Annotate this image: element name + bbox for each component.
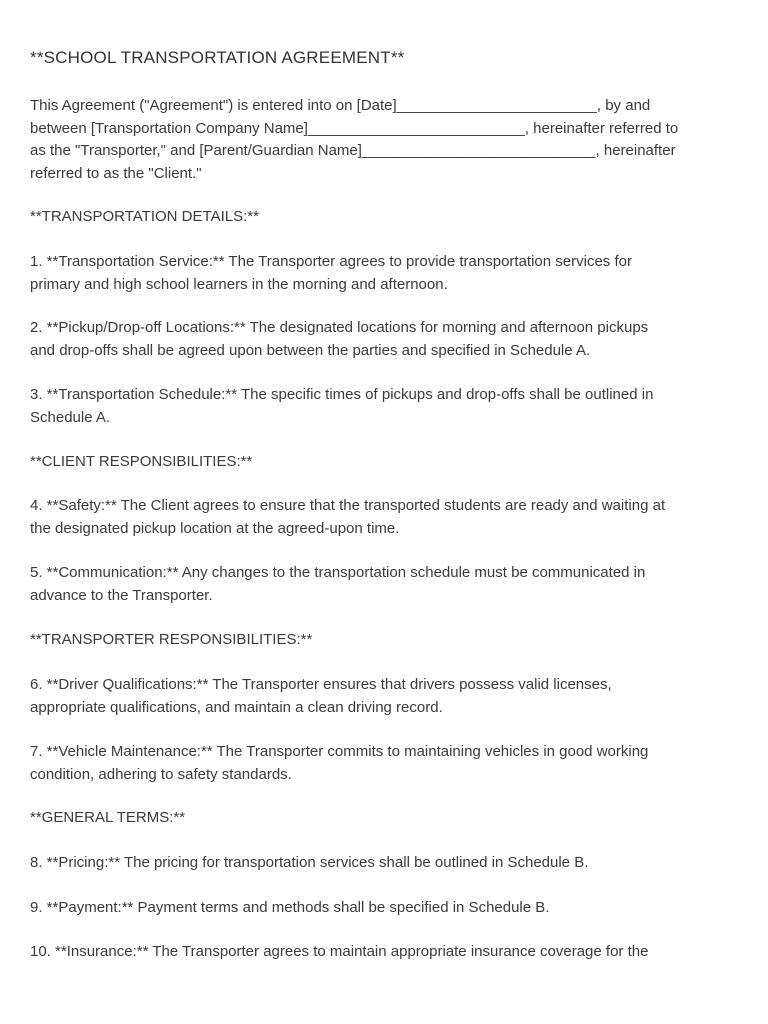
intro-line: between [Transportation Company Name]__________________________, hereinafter referred to	[30, 119, 679, 137]
section-heading-general-terms: **GENERAL TERMS:**	[30, 809, 186, 826]
clause-3	[30, 384, 742, 429]
intro-line: referred to as the "Client."	[30, 164, 202, 182]
clause-10: 10. **Insurance:** The Transporter agrees to maintain appropriate insurance coverage for the	[30, 943, 649, 960]
clause-1	[30, 251, 742, 296]
intro-paragraph	[30, 95, 742, 185]
clause-7	[30, 741, 742, 786]
clause-line: 6. **Driver Qualifications:** The Transporter ensures that drivers possess valid licenses,	[30, 676, 612, 693]
clause-line: condition, adhering to safety standards.	[30, 765, 292, 783]
section-heading-transportation-details: **TRANSPORTATION DETAILS:**	[30, 208, 259, 225]
clause-line: 2. **Pickup/Drop-off Locations:** The designated locations for morning and afternoon pickups	[30, 319, 649, 336]
clause-line: 7. **Vehicle Maintenance:** The Transporter commits to maintaining vehicles in good working	[30, 743, 649, 760]
clause-line: advance to the Transporter.	[30, 586, 213, 604]
clause-line: appropriate qualifications, and maintain a clean driving record.	[30, 698, 443, 716]
section-heading-client-responsibilities: **CLIENT RESPONSIBILITIES:**	[30, 453, 253, 470]
clause-4	[30, 495, 742, 540]
clause-line: and drop-offs shall be agreed upon between the parties and specified in Schedule A.	[30, 341, 591, 359]
clause-line: 5. **Communication:** Any changes to the transportation schedule must be communicated in	[30, 564, 646, 581]
clause-line: 1. **Transportation Service:** The Transporter agrees to provide transportation services for	[30, 253, 632, 270]
section-heading-transporter-responsibilities: **TRANSPORTER RESPONSIBILITIES:**	[30, 631, 313, 648]
intro-line: as the "Transporter," and [Parent/Guardian Name]____________________________, hereinafter	[30, 142, 676, 159]
intro-line: This Agreement ("Agreement") is entered into on [Date]________________________, by and	[30, 97, 651, 114]
clause-line: Schedule A.	[30, 408, 111, 426]
clause-5	[30, 562, 742, 607]
clause-2	[30, 317, 742, 362]
clause-line: 3. **Transportation Schedule:** The specific times of pickups and drop-offs shall be outlined in	[30, 386, 654, 403]
clause-line: 4. **Safety:** The Client agrees to ensure that the transported students are ready and waiting at	[30, 497, 666, 514]
clause-6	[30, 674, 742, 719]
clause-8: 8. **Pricing:** The pricing for transportation services shall be outlined in Schedule B.	[30, 854, 589, 871]
clause-line: the designated pickup location at the agreed-upon time.	[30, 519, 400, 537]
document-title: **SCHOOL TRANSPORTATION AGREEMENT**	[30, 48, 405, 67]
clause-line: primary and high school learners in the morning and afternoon.	[30, 275, 448, 293]
clause-9: 9. **Payment:** Payment terms and methods shall be specified in Schedule B.	[30, 899, 550, 916]
